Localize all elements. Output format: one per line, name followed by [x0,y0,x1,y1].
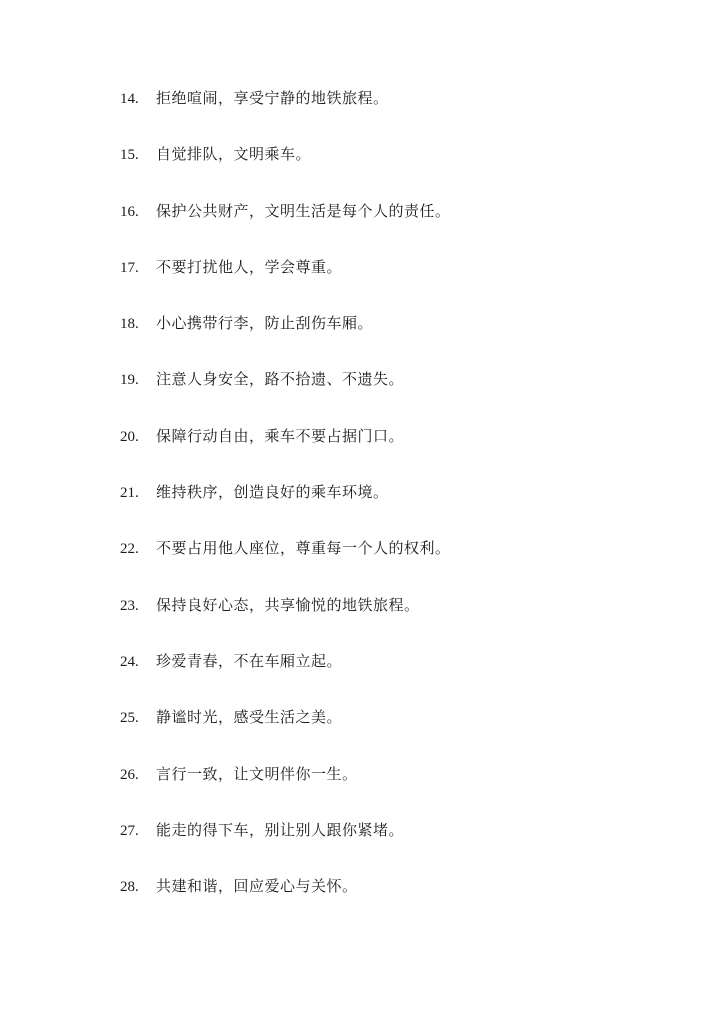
list-item [120,762,680,818]
item-number: 27. [120,822,139,839]
item-number: 26. [120,766,139,783]
item-number: 17. [120,259,139,276]
list-item [120,593,680,649]
item-text: 静谧时光，感受生活之美。 [156,708,343,727]
list-item [120,142,680,198]
item-text: 拒绝喧闹，享受宁静的地铁旅程。 [156,89,389,107]
item-text: 保障行动自由，乘车不要占据门口。 [156,426,405,445]
item-text: 能走的得下车，别让别人跟你紧堵。 [156,820,405,839]
list-item [120,818,680,874]
slogan-list [120,86,680,930]
item-text: 自觉排队，文明乘车。 [156,145,312,164]
item-number: 22. [120,541,139,558]
item-number: 16. [120,203,139,220]
item-number: 23. [120,597,139,614]
item-number: 14. [120,91,139,107]
list-item [120,874,680,930]
list-item [120,536,680,592]
list-item [120,311,680,367]
item-text: 保持良好心态，共享愉悦的地铁旅程。 [156,595,420,614]
item-text: 共建和谐，回应爱心与关怀。 [156,877,358,896]
item-text: 珍爱青春，不在车厢立起。 [156,651,343,670]
item-text: 不要打扰他人，学会尊重。 [156,257,343,276]
list-item [120,649,680,705]
item-number: 25. [120,710,139,727]
item-text: 维持秩序，创造良好的乘车环境。 [156,483,389,502]
item-number: 18. [120,316,139,333]
item-text: 不要占用他人座位，尊重每一个人的权利。 [156,539,451,558]
item-number: 21. [120,485,139,502]
item-number: 15. [120,147,139,164]
item-number: 28. [120,879,139,896]
list-item [120,424,680,480]
item-number: 24. [120,653,139,670]
item-text: 言行一致，让文明伴你一生。 [156,764,358,783]
list-item [120,86,680,142]
list-item [120,367,680,423]
list-item [120,480,680,536]
item-number: 20. [120,428,139,445]
list-item [120,255,680,311]
item-text: 保护公共财产，文明生活是每个人的责任。 [156,201,451,220]
item-number: 19. [120,372,139,389]
list-item [120,705,680,761]
item-text: 小心携带行李，防止刮伤车厢。 [156,314,374,333]
list-item [120,199,680,255]
item-text: 注意人身安全，路不拾遗、不遗失。 [156,370,405,389]
